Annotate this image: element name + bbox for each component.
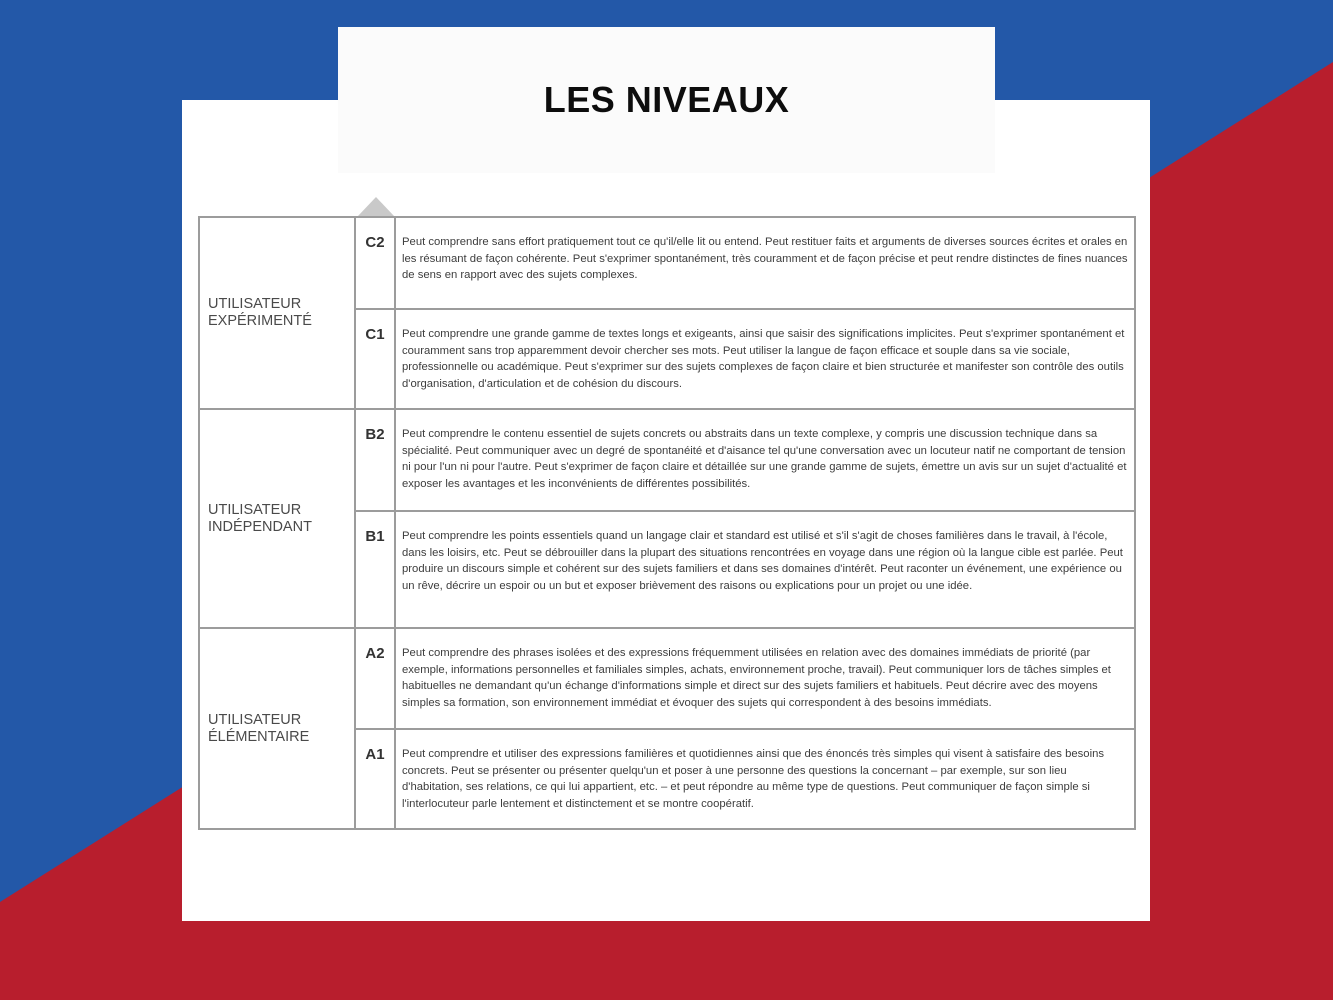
title-box [338, 27, 995, 173]
group-label-independant: UTILISATEUR INDÉPENDANT [199, 409, 355, 628]
level-description: Peut comprendre le contenu essentiel de sujets concrets ou abstraits dans un texte complexe, y compris une discussion technique dans sa spécialité. Peut communiquer avec un degré de spontanéité et d'aisance tel qu'une conversation avec un locuteur natif ne comportant de tension ni pour l'un ni pour l'autre. Peut s'exprimer de façon claire et détaillée sur une grande gamme de sujets, émettre un avis sur un sujet d'actualité et exposer les avantages et les inconvénients de différentes possibilités. [395, 409, 1135, 511]
page-title: LES NIVEAUX [543, 79, 790, 120]
level-code: B2 [355, 409, 395, 511]
level-description: Peut comprendre les points essentiels quand un langage clair et standard est utilisé et s'il s'agit de choses familières dans le travail, à l'école, dans les loisirs, etc. Peut se débrouiller dans la plupart des situations rencontrées en voyage dans une région où la langue cible est parlée. Peut produire un discours simple et cohérent sur des sujets familiers et dans ses domaines d'intérêt. Peut raconter un événement, une expérience ou un rêve, décrire un espoir ou un but et exposer brièvement des raisons ou explications pour un projet ou une idée. [395, 511, 1135, 628]
table-row [199, 628, 1135, 729]
level-code: B1 [355, 511, 395, 628]
level-description: Peut comprendre sans effort pratiquement tout ce qu'il/elle lit ou entend. Peut restituer faits et arguments de diverses sources écrites et orales en les résumant de façon cohérente. Peut s'exprimer spontanément, très couramment et de façon précise et peut rendre distinctes de fines nuances de sens en rapport avec des sujets complexes. [395, 217, 1135, 309]
level-description: Peut comprendre et utiliser des expressions familières et quotidiennes ainsi que des énoncés très simples qui visent à satisfaire des besoins concrets. Peut se présenter ou présenter quelqu'un et poser à une personne des questions la concernant – par exemple, sur son lieu d'habitation, ses relations, ce qui lui appartient, etc. – et peut répondre au même type de questions. Peut communiquer de façon simple si l'interlocuteur parle lentement et distinctement et se montre coopératif. [395, 729, 1135, 829]
level-code: A2 [355, 628, 395, 729]
table-row [199, 217, 1135, 309]
levels-table [198, 216, 1136, 830]
level-code: C1 [355, 309, 395, 409]
level-description: Peut comprendre une grande gamme de textes longs et exigeants, ainsi que saisir des significations implicites. Peut s'exprimer spontanément et couramment sans trop apparemment devoir chercher ses mots. Peut utiliser la langue de façon efficace et souple dans sa vie sociale, professionnelle ou académique. Peut s'exprimer sur des sujets complexes de façon claire et bien structurée et manifester son contrôle des outils d'organisation, d'articulation et de cohésion du discours. [395, 309, 1135, 409]
level-description: Peut comprendre des phrases isolées et des expressions fréquemment utilisées en relation avec des domaines immédiats de priorité (par exemple, informations personnelles et familiales simples, achats, environnement proche, travail). Peut communiquer lors de tâches simples et habituelles ne demandant qu'un échange d'informations simple et direct sur des sujets familiers et habituels. Peut décrire avec des moyens simples sa formation, son environnement immédiat et évoquer des sujets qui correspondent à des besoins immédiats. [395, 628, 1135, 729]
level-code: A1 [355, 729, 395, 829]
table-row [199, 409, 1135, 511]
triangle-pointer-icon [358, 197, 394, 216]
group-label-elementaire: UTILISATEUR ÉLÉMENTAIRE [199, 628, 355, 829]
group-label-experimente: UTILISATEUR EXPÉRIMENTÉ [199, 217, 355, 409]
level-code: C2 [355, 217, 395, 309]
